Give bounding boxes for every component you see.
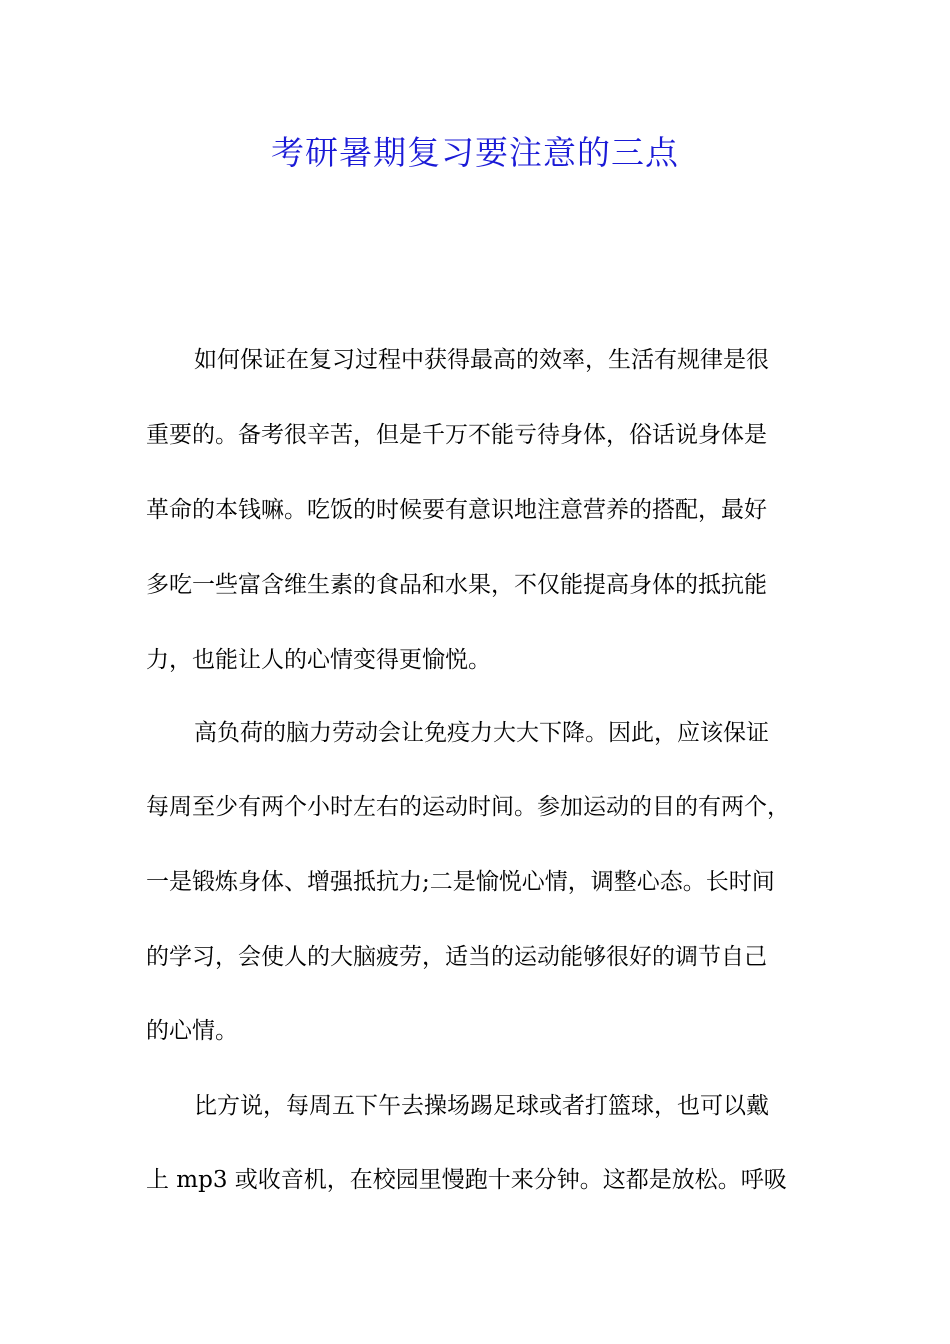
paragraph-2-line-5: 的心情。 [146,1018,238,1044]
paragraph-1-line-4: 多吃一些富含维生素的食品和水果，不仅能提高身体的抵抗能 [146,572,767,598]
paragraph-3-line-2: 上 mp3 或收音机，在校园里慢跑十来分钟。这都是放松。呼吸 [146,1167,787,1193]
paragraph-1-line-2: 重要的。备考很辛苦，但是千万不能亏待身体，俗话说身体是 [146,422,767,448]
paragraph-1-line-1: 如何保证在复习过程中获得最高的效率，生活有规律是很 [194,347,769,373]
paragraph-1-line-3: 革命的本钱嘛。吃饭的时候要有意识地注意营养的搭配，最好 [146,497,767,523]
document-title: 考研暑期复习要注意的三点 [271,133,679,172]
paragraph-3-line-1: 比方说，每周五下午去操场踢足球或者打篮球，也可以戴 [194,1093,769,1119]
paragraph-2-line-2: 每周至少有两个小时左右的运动时间。参加运动的目的有两个， [146,794,790,820]
paragraph-2-line-1: 高负荷的脑力劳动会让免疫力大大下降。因此，应该保证 [194,720,769,746]
paragraph-2-line-4: 的学习，会使人的大脑疲劳，适当的运动能够很好的调节自己 [146,944,767,970]
paragraph-1-line-5: 力，也能让人的心情变得更愉悦。 [146,647,491,673]
paragraph-2-line-3: 一是锻炼身体、增强抵抗力;二是愉悦心情，调整心态。长时间 [146,869,775,895]
